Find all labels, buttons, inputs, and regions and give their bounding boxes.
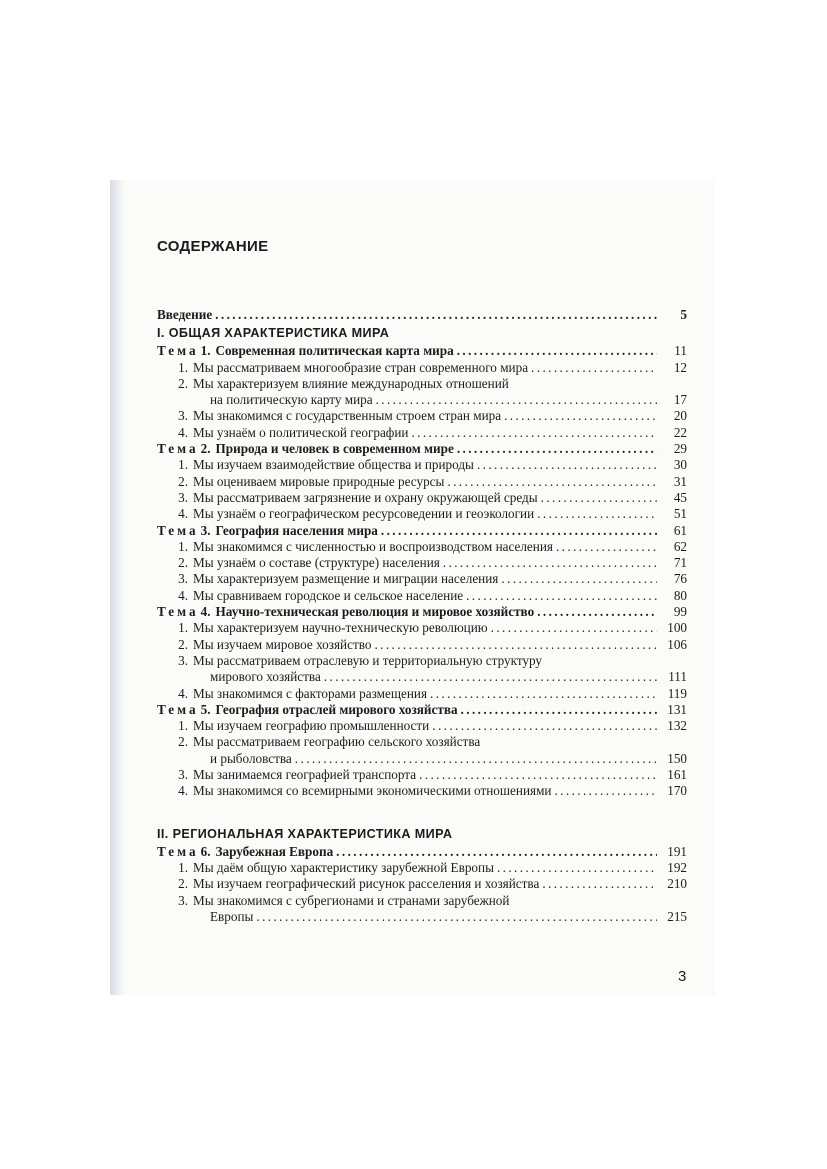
toc-item [157,751,687,767]
item-number: 2. [178,734,188,750]
topic-page: 29 [673,441,687,457]
toc-item [157,555,687,571]
item-title: Мы характеризуем размещение и миграции населения [193,571,499,587]
item-title: Мы рассматриваем отраслевую и территориальную структуру [193,652,543,668]
item-title: Мы узнаём о политической географии [193,424,409,440]
item-title: Мы рассматриваем многообразие стран современного мира [193,359,529,375]
toc-item [157,506,687,522]
toc-item [157,718,687,734]
toc-item [157,767,687,783]
dot-leader [498,571,657,587]
dot-leader [474,457,657,473]
toc-item [157,620,687,636]
item-title: на политическую карту мира [210,392,373,408]
item-title: Мы изучаем мировое хозяйство [193,636,372,652]
item-page: 12 [673,359,687,375]
topic-title: География отраслей мирового хозяйства [215,701,458,717]
dot-leader [553,539,657,555]
page-number: 3 [678,968,687,985]
dot-leader [534,604,657,620]
topic-line [157,523,687,539]
topic-number: 1. [200,343,211,359]
item-title: Мы рассматриваем географию сельского хозяйства [193,734,481,750]
item-title: Мы узнаём о составе (структуре) населения [193,555,440,571]
section-gap [157,800,687,824]
book-page [110,180,715,995]
dot-leader [429,718,657,734]
intro-page: 5 [680,307,687,322]
item-page: 51 [673,506,687,522]
item-number: 3. [178,767,188,783]
dot-leader [539,876,657,892]
dot-leader [373,392,657,408]
toc-item-line [157,893,687,909]
topic-line [157,702,687,718]
item-title: Мы знакомимся с численностью и воспроизводством населения [193,538,553,554]
dot-leader [501,408,657,424]
item-number: 2. [178,555,188,571]
toc-item [157,408,687,424]
item-title: Мы узнаём о географическом ресурсоведении и геоэкологии [193,506,535,522]
item-page: 210 [667,876,687,892]
topic-number: 3. [200,522,211,538]
item-page: 100 [667,620,687,636]
topic-number: 4. [200,604,211,620]
item-number: 1. [178,620,188,636]
intro-label: Введение [157,307,213,322]
item-title: Мы характеризуем влияние международных отношений [193,375,509,391]
item-page: 106 [667,636,687,652]
item-page: 17 [673,392,687,408]
item-title: Мы знакомимся с факторами размещения [193,685,428,701]
item-page: 192 [667,859,687,875]
item-title: мирового хозяйства [210,669,321,685]
item-title: Европы [210,908,254,924]
item-page: 119 [667,685,687,701]
toc-item [157,637,687,653]
item-title: Мы знакомимся с государственным строем стран мира [193,408,502,424]
item-page: 62 [673,538,687,554]
section-heading: I. ОБЩАЯ ХАРАКТЕРИСТИКА МИРА [157,326,390,341]
item-number: 1. [178,538,188,554]
topic-number: 6. [200,843,211,859]
topic-line [157,604,687,620]
item-page: 31 [673,473,687,489]
toc-item [157,860,687,876]
item-page: 30 [673,457,687,473]
item-title: Мы оцениваем мировые природные ресурсы [193,473,445,489]
dot-leader [292,751,657,767]
dot-leader [416,767,657,783]
topic-line [157,844,687,860]
item-page: 150 [667,750,687,766]
item-number: 3. [178,408,188,424]
toc-item [157,490,687,506]
topic-line [157,343,687,359]
item-page: 76 [673,571,687,587]
section-heading: II. РЕГИОНАЛЬНАЯ ХАРАКТЕРИСТИКА МИРА [157,826,453,841]
item-number: 4. [178,685,188,701]
item-number: 4. [178,587,188,603]
dot-leader [378,523,657,539]
item-title: Мы сравниваем городское и сельское население [193,587,464,603]
toc-item [157,474,687,490]
item-title: Мы изучаем взаимодействие общества и природы [193,457,474,473]
dot-leader [371,637,657,653]
toc-item [157,783,687,799]
item-number: 1. [178,457,188,473]
dot-leader [440,555,657,571]
topic-title: География населения мира [215,522,378,538]
topic-page: 99 [673,604,687,620]
item-page: 215 [667,908,687,924]
item-page: 132 [667,718,687,734]
item-number: 3. [178,892,188,908]
item-title: Мы знакомимся с субрегионами и странами зарубежной [193,892,510,908]
item-page: 45 [673,489,687,505]
item-page: 71 [673,555,687,571]
dot-leader [494,860,657,876]
dot-leader [528,360,657,376]
item-number: 2. [178,876,188,892]
dot-leader [321,669,657,685]
toc-item [157,571,687,587]
topic-page: 11 [674,343,687,359]
item-number: 1. [178,859,188,875]
topic-word: Тема [157,701,199,717]
toc-item [157,392,687,408]
toc-item [157,686,687,702]
item-title: Мы знакомимся со всемирными экономическими отношениями [193,783,552,799]
item-page: 111 [668,669,687,685]
topic-title: Зарубежная Европа [215,843,334,859]
item-title: Мы изучаем географический рисунок расселения и хозяйства [193,876,540,892]
toc-item [157,876,687,892]
dot-leader [454,441,657,457]
dot-leader [444,474,657,490]
item-title: Мы занимаемся географией транспорта [193,767,417,783]
item-page: 161 [667,767,687,783]
item-number: 2. [178,375,188,391]
dot-leader [408,425,657,441]
toc-item [157,457,687,473]
dot-leader [458,702,657,718]
item-number: 2. [178,636,188,652]
toc-item [157,588,687,604]
dot-leader [463,588,657,604]
topic-page: 191 [667,843,687,859]
item-page: 170 [667,783,687,799]
topic-word: Тема [157,441,199,457]
topic-page: 131 [667,701,687,717]
topic-word: Тема [157,343,199,359]
item-title: Мы характеризуем научно-техническую революцию [193,620,488,636]
item-number: 2. [178,473,188,489]
item-title: Мы рассматриваем загрязнение и охрану окружающей среды [193,489,538,505]
dot-leader [488,620,657,636]
dot-leader [551,783,657,799]
item-title: и рыболовства [210,750,292,766]
toc-title: СОДЕРЖАНИЕ [157,238,269,255]
item-title: Мы изучаем географию промышленности [193,718,430,734]
topic-title: Природа и человек в современном мире [215,441,454,457]
dot-leader [427,686,657,702]
item-number: 1. [178,718,188,734]
topic-word: Тема [157,843,199,859]
toc-item-line [157,376,687,392]
dot-leader [212,307,657,323]
toc-item-line [157,653,687,669]
item-page: 22 [673,424,687,440]
topic-page: 61 [673,522,687,538]
item-number: 4. [178,424,188,440]
topic-number: 2. [200,441,211,457]
dot-leader [534,506,657,522]
item-number: 1. [178,359,188,375]
toc-item [157,539,687,555]
toc-item-line [157,734,687,750]
item-number: 3. [178,489,188,505]
toc-item [157,909,687,925]
topic-word: Тема [157,604,199,620]
item-page: 20 [673,408,687,424]
dot-leader [253,909,657,925]
dot-leader [538,490,657,506]
toc-item [157,425,687,441]
topic-number: 5. [200,701,211,717]
topic-title: Научно-техническая революция и мировое хозяйство [215,604,535,620]
toc-item [157,669,687,685]
toc-intro-line [157,307,687,323]
item-title: Мы даём общую характеристику зарубежной Европы [193,859,494,875]
toc-item [157,360,687,376]
topic-title: Современная политическая карта мира [215,343,454,359]
item-number: 3. [178,571,188,587]
item-number: 4. [178,783,188,799]
item-number: 4. [178,506,188,522]
dot-leader [454,343,657,359]
item-page: 80 [673,587,687,603]
table-of-contents [157,307,687,925]
topic-line [157,441,687,457]
topic-word: Тема [157,522,199,538]
item-number: 3. [178,652,188,668]
dot-leader [333,844,657,860]
